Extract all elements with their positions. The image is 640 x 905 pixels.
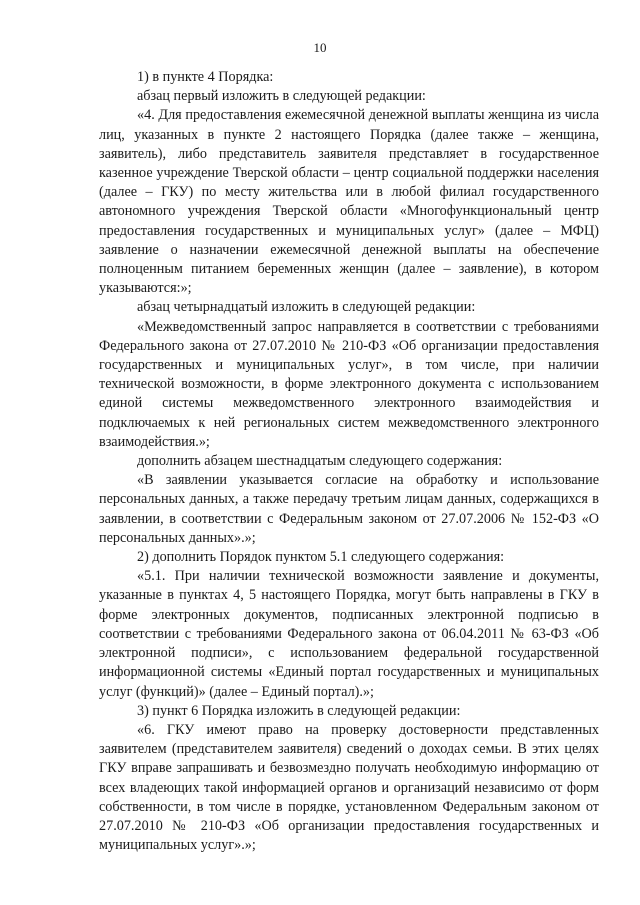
paragraph-point-5-1-text: «5.1. При наличии технической возможности заявление и документы, указанные в пунктах 4, 5 настоящего Порядка, могут быть направлены в ГКУ в форме электронных документов, подписанных электронной подписью в соответствии с требованиями Федерального закона от 06.04.2011 № 63-ФЗ «Об электронной подписи», с использованием федеральной государственной информационной системы «Единый портал государственных и муниципальных услуг (функций)» (далее – Единый портал).»;: [99, 568, 599, 700]
paragraph-point-6-text: «6. ГКУ имеют право на проверку достоверности представленных заявителем (представителем заявителя) сведений о доходах семьи. В этих целях ГКУ вправе запрашивать и безвозмездно получать необходимую информацию от всех владеющих такой информацией органов и организаций независимо от форм собственности, в том числе в порядке, установленном Федеральным законом от 27.07.2010 № 210-ФЗ «Об организации предоставления государственных и муниципальных услуг».»;: [99, 721, 599, 854]
paragraph-item-2-heading: 2) дополнить Порядок пунктом 5.1 следующего содержания:: [137, 549, 505, 566]
paragraph-interagency-request-text: «Межведомственный запрос направляется в соответствии с требованиями Федерального закона от 27.07.2010 № 210-ФЗ «Об организации предоставления государственных и муниципальных услуг», в том числе, при наличии технической возможности, в форме электронного документа с использованием единой системы межведомственного электронного взаимодействия и подключаемых к ней региональных систем межведомственного электронного взаимодействия.»;: [99, 318, 599, 450]
paragraph-first-paragraph-instruction: абзац первый изложить в следующей редакции:: [137, 88, 426, 105]
paragraph-point-4-text: «4. Для предоставления ежемесячной денежной выплаты женщина из числа лиц, указанных в пункте 2 настоящего Порядка (далее также – женщина, заявитель), либо представитель заявителя представляет в государственное казенное учреждение Тверской области – центр социальной поддержки населения (далее – ГКУ) по месту жительства или в любой филиал государственного автономного учреждения Тверской области «Многофункциональный центр предоставления государственных и муниципальных услуг» (далее – МФЦ) заявление о назначении ежемесячной денежной выплаты на обеспечение полноценным питанием беременных женщин (далее – заявление), в котором указываются:»;: [99, 107, 599, 297]
paragraph-sixteenth-paragraph-instruction: дополнить абзацем шестнадцатым следующего содержания:: [137, 453, 503, 470]
page-number: 10: [313, 40, 327, 55]
document-body: [99, 68, 599, 855]
paragraph-item-1-heading: 1) в пункте 4 Порядка:: [137, 69, 274, 85]
paragraph-item-3-heading: 3) пункт 6 Порядка изложить в следующей редакции:: [137, 702, 461, 719]
paragraph-consent-text: «В заявлении указывается согласие на обработку и использование персональных данных, а также передачу третьим лицам данных, содержащихся в заявлении, в соответствии с Федеральным законом от 27.07.2006 № 152-ФЗ «О персональных данных».»;: [99, 472, 599, 546]
paragraph-fourteenth-paragraph-instruction: абзац четырнадцатый изложить в следующей редакции:: [137, 299, 476, 316]
